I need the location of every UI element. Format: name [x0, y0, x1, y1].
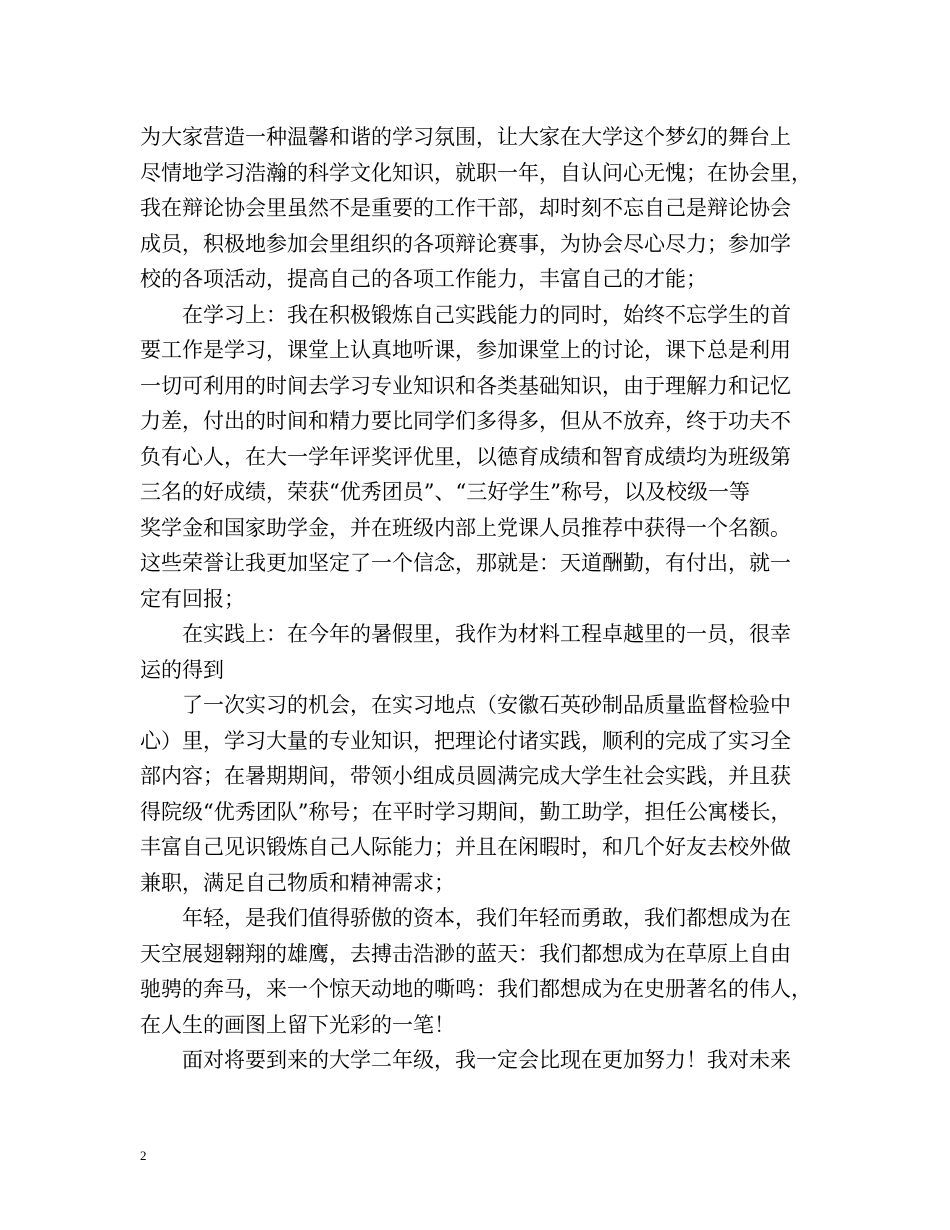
text-line: 要工作是学习，课堂上认真地听课，参加课堂上的讨论，课下总是利用 [140, 338, 791, 362]
text-line: 奖学金和国家助学金，并在班级内部上党课人员推荐中获得一个名额。 [140, 515, 791, 540]
text-line: 部内容；在暑期期间，带领小组成员圆满完成大学生社会实践，并且获 [140, 764, 791, 788]
text-line: 在实践上：在今年的暑假里，我作为材料工程卓越里的一员，很幸 [182, 622, 791, 646]
text-line: 力差，付出的时间和精力要比同学们多得多，但从不放弃，终于功夫不 [140, 409, 791, 433]
text-line: 三名的好成绩，荣获“优秀团员”、“三好学生”称号，以及校级一等 [140, 480, 750, 504]
text-line: 在人生的画图上留下光彩的一笔！ [140, 1012, 455, 1037]
text-line: 得院级“优秀团队”称号；在平时学习期间，勤工助学，担任公寓楼长， [140, 799, 792, 824]
text-line: 丰富自己见识锻炼自己人际能力；并且在闲暇时，和几个好友去校外做 [140, 835, 791, 859]
text-line: 年轻，是我们值得骄傲的资本，我们年轻而勇敢，我们都想成为在 [182, 906, 791, 930]
text-line: 为大家营造一种温馨和谐的学习氛围，让大家在大学这个梦幻的舞台上 [140, 125, 791, 149]
text-line: 面对将要到来的大学二年级，我一定会比现在更加努力！我对未来 [182, 1048, 791, 1072]
text-line: 一切可利用的时间去学习专业知识和各类基础知识，由于理解力和记忆 [140, 373, 791, 398]
text-line: 尽情地学习浩瀚的科学文化知识，就职一年，自认问心无愧；在协会里， [140, 160, 812, 185]
text-line: 成员，积极地参加会里组织的各项辩论赛事，为协会尽心尽力；参加学 [140, 231, 791, 256]
page-number: 2 [140, 1148, 147, 1163]
text-line: 在学习上：我在积极锻炼自己实践能力的同时，始终不忘学生的首 [182, 302, 791, 327]
text-line: 心）里，学习大量的专业知识，把理论付诸实践，顺利的完成了实习全 [140, 728, 791, 753]
text-line: 兼职，满足自己物质和精神需求； [140, 870, 455, 895]
text-line: 运的得到 [140, 657, 224, 682]
text-line: 定有回报； [140, 586, 245, 611]
text-line: 校的各项活动，提高自己的各项工作能力，丰富自己的才能； [140, 267, 707, 291]
text-line: 这些荣誉让我更加坚定了一个信念，那就是：天道酬勤，有付出，就一 [140, 551, 791, 575]
text-line: 负有心人，在大一学年评奖评优里，以德育成绩和智育成绩均为班级第 [140, 444, 791, 469]
text-line: 我在辩论协会里虽然不是重要的工作干部，却时刻不忘自己是辩论协会 [140, 196, 791, 220]
text-line: 天空展翅翱翔的雄鹰，去搏击浩渺的蓝天：我们都想成为在草原上自由 [140, 941, 791, 966]
document-body [140, 120, 830, 1079]
text-line: 了一次实习的机会，在实习地点（安徽石英砂制品质量监督检验中 [182, 693, 791, 717]
text-line: 驰骋的奔马，来一个惊天动地的嘶鸣：我们都想成为在史册著名的伟人， [140, 977, 812, 1001]
